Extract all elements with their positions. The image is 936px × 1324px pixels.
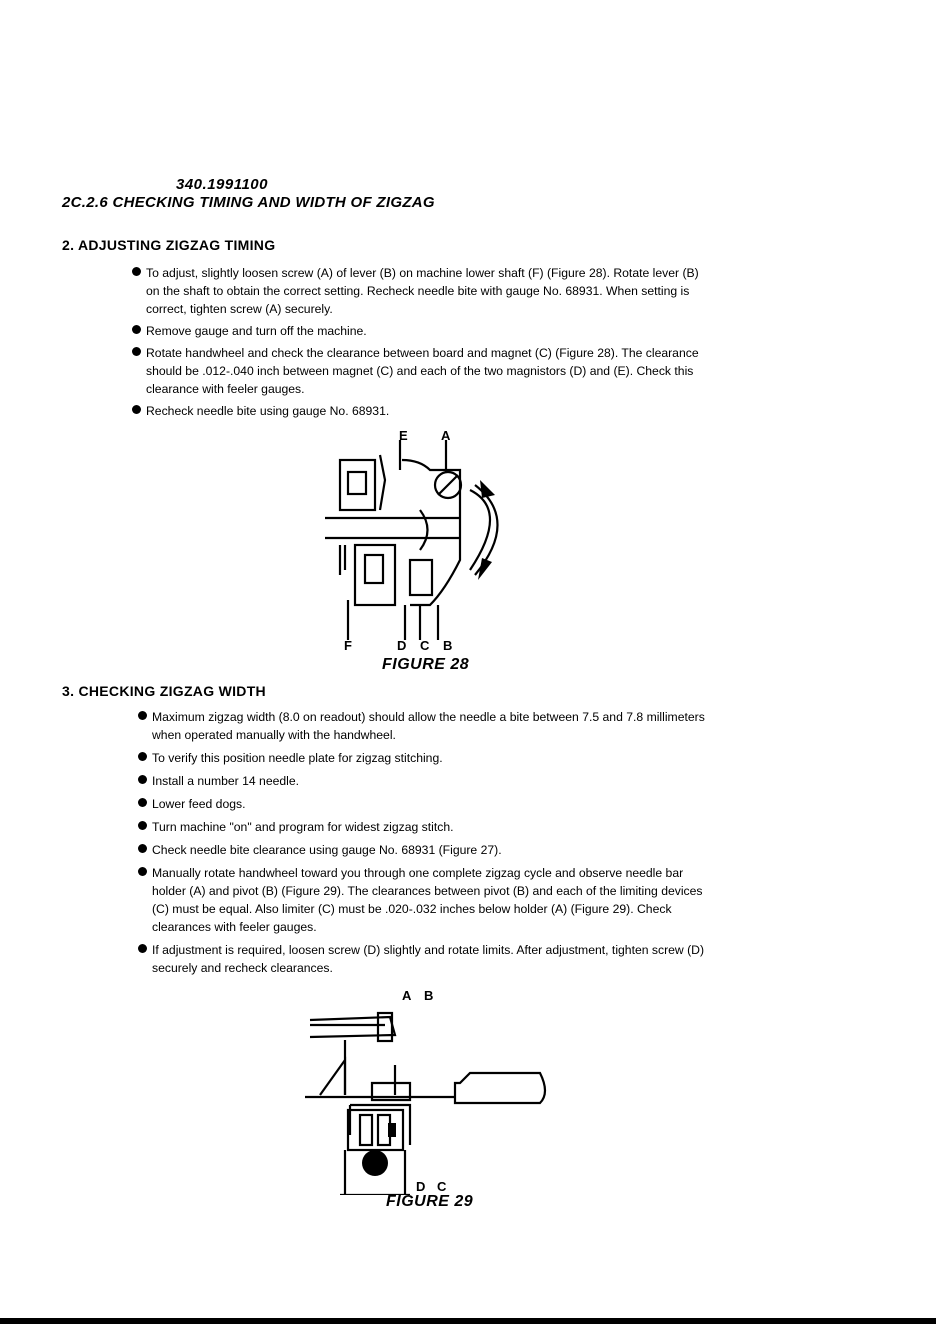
- list-item: Check needle bite clearance using gauge No. 68931 (Figure 27).: [138, 841, 718, 859]
- figure29-label-d: D: [416, 1179, 426, 1194]
- bullet-icon: [138, 775, 147, 784]
- figure28-label-e: E: [399, 428, 408, 443]
- bullet-icon: [138, 821, 147, 830]
- figure29-drawing: [300, 1005, 560, 1195]
- list-item: To adjust, slightly loosen screw (A) of lever (B) on machine lower shaft (F) (Figure 28). Rotate lever (B) on the shaft to obtain the correct setting. Recheck needle bite with gauge No. 68931. When setting is correct, tighten screw (A) securely.: [132, 264, 712, 318]
- figure28-label-b: B: [443, 638, 453, 653]
- figure29-label-b: B: [424, 988, 434, 1003]
- list-item: Install a number 14 needle.: [138, 772, 718, 790]
- bullet-icon: [138, 798, 147, 807]
- list-item: Maximum zigzag width (8.0 on readout) should allow the needle a bite between 7.5 and 7.8 millimeters when operated manually with the handwheel.: [138, 708, 718, 744]
- bullet-icon: [132, 347, 141, 356]
- bullet-icon: [138, 867, 147, 876]
- section-title: 2C.2.6 CHECKING TIMING AND WIDTH OF ZIGZAG: [62, 194, 435, 211]
- bullet-icon: [132, 405, 141, 414]
- list-item: Lower feed dogs.: [138, 795, 718, 813]
- heading-adjusting-zigzag-timing: 2. ADJUSTING ZIGZAG TIMING: [62, 237, 276, 253]
- list-item: Recheck needle bite using gauge No. 68931.: [132, 402, 712, 420]
- figure28-caption: FIGURE 28: [382, 656, 470, 673]
- list-item: If adjustment is required, loosen screw (D) slightly and rotate limits. After adjustment, tighten screw (D) securely and recheck clearances.: [138, 941, 718, 977]
- bullet-icon: [138, 752, 147, 761]
- list-item: Remove gauge and turn off the machine.: [132, 322, 712, 340]
- figure29-caption: FIGURE 29: [386, 1193, 474, 1210]
- figure29-label-c: C: [437, 1179, 447, 1194]
- list-item: To verify this position needle plate for zigzag stitching.: [138, 749, 718, 767]
- bullet-icon: [132, 325, 141, 334]
- figure28-label-a: A: [441, 428, 451, 443]
- figure29-label-a: A: [402, 988, 412, 1003]
- figure28-label-d: D: [397, 638, 407, 653]
- bullet-icon: [138, 711, 147, 720]
- list-item: Manually rotate handwheel toward you through one complete zigzag cycle and observe needle bar holder (A) and pivot (B) (Figure 29). The clearances between pivot (B) and each of the limiting devices (C) must be equal. Also limiter (C) must be .020-.032 inches below holder (A) (Figure 29). Check clearances with feeler gauges.: [138, 864, 718, 936]
- figure28-label-c: C: [420, 638, 430, 653]
- list-item: Turn machine "on" and program for widest zigzag stitch.: [138, 818, 718, 836]
- list-item: Rotate handwheel and check the clearance between board and magnet (C) (Figure 28). The clearance should be .012-.040 inch between magnet (C) and each of the two magnistors (D) and (E). Check this clearance with feeler gauges.: [132, 344, 712, 398]
- bullet-icon: [132, 267, 141, 276]
- section3-bullet-list: [138, 708, 718, 982]
- document-code: 340.1991100: [176, 176, 268, 193]
- bullet-icon: [138, 944, 147, 953]
- figure28-drawing: [320, 440, 520, 640]
- figure28-label-f: F: [344, 638, 352, 653]
- bottom-border: [0, 1318, 936, 1324]
- heading-checking-zigzag-width: 3. CHECKING ZIGZAG WIDTH: [62, 683, 266, 699]
- section2-bullet-list: [132, 264, 712, 424]
- bullet-icon: [138, 844, 147, 853]
